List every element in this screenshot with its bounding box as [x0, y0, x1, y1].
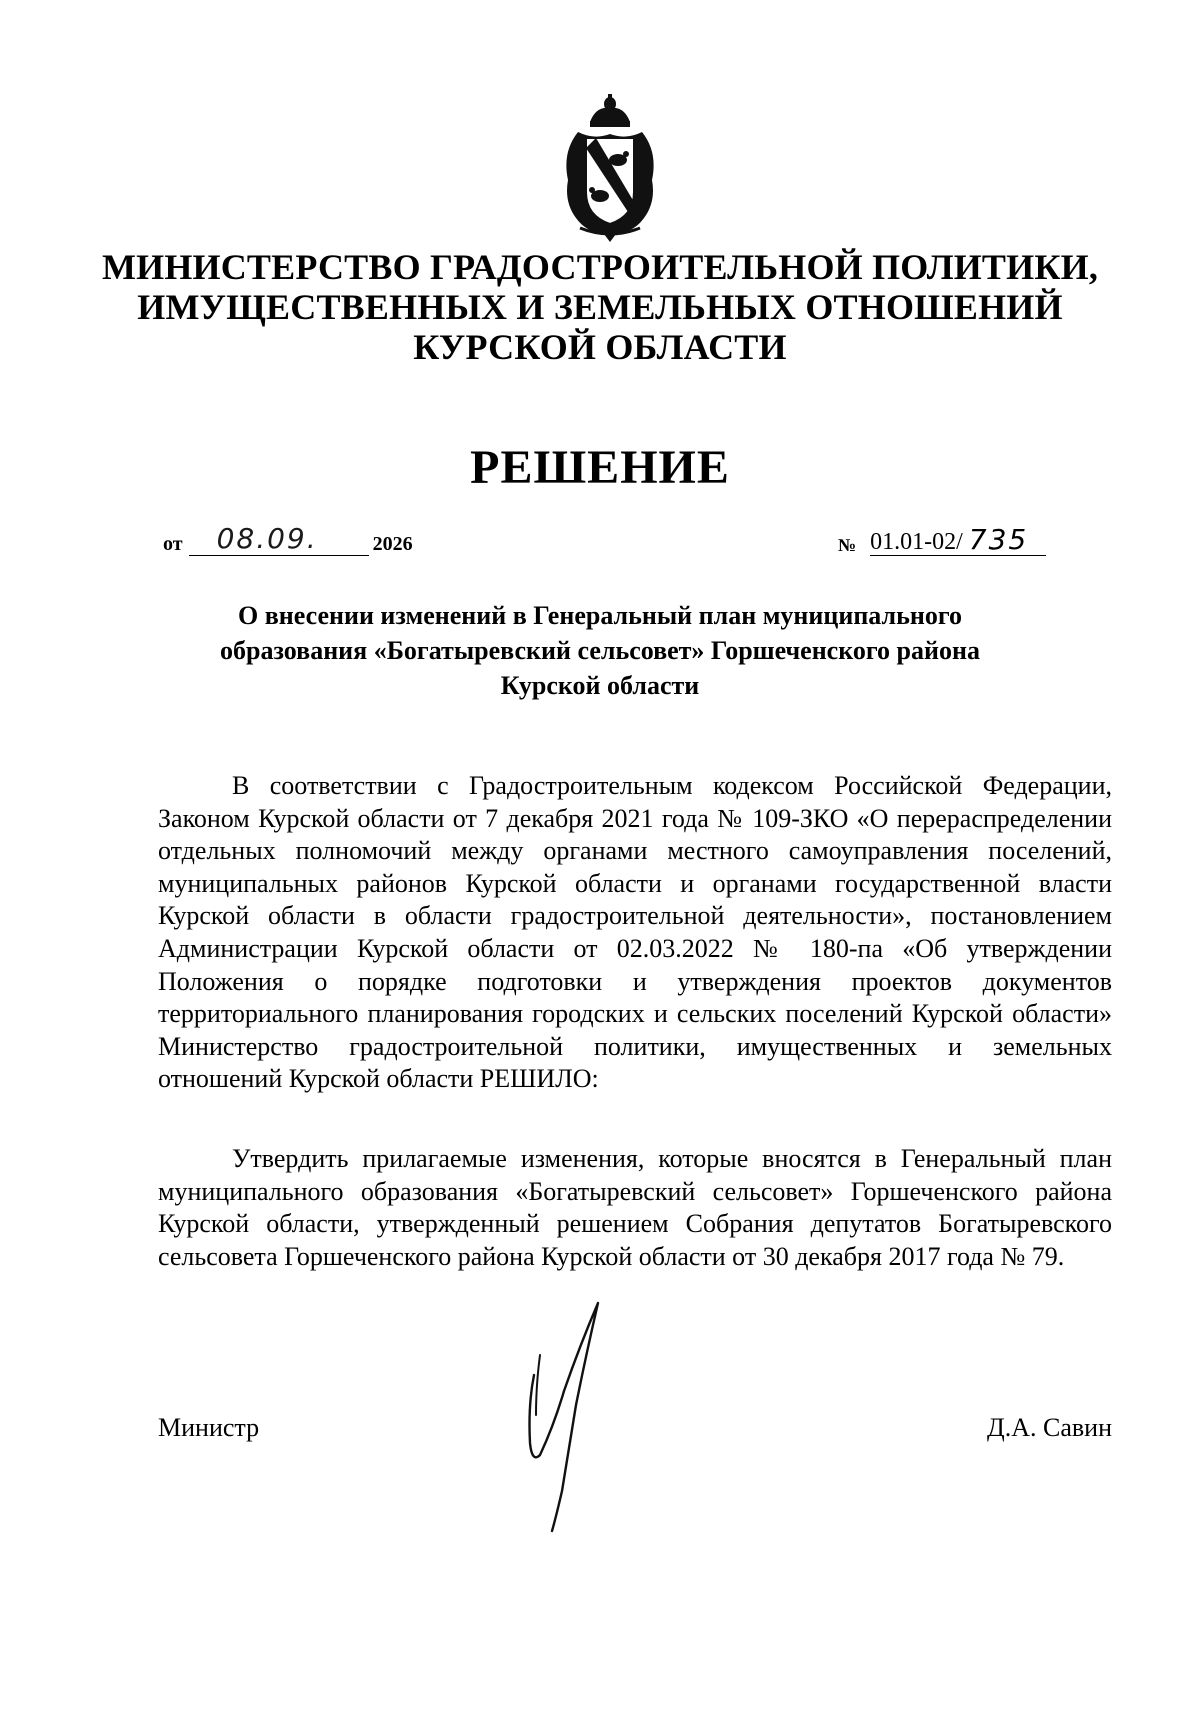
ministry-name-line-2: ИМУЩЕСТВЕННЫХ И ЗЕМЕЛЬНЫХ ОТНОШЕНИЙ [137, 287, 1063, 327]
number-field [870, 525, 1046, 556]
date-field [189, 522, 369, 556]
document-date [163, 520, 413, 556]
document-type-title: РЕШЕНИЕ [470, 441, 730, 494]
date-year: 2026 [372, 533, 413, 555]
handwritten-signature [520, 1295, 630, 1535]
subject-line-3: Курской области [500, 671, 700, 700]
document-number [838, 520, 1046, 556]
number-handwritten: 735 [968, 523, 1029, 556]
date-prefix: от [163, 533, 183, 555]
subject-line-1: О внесении изменений в Генеральный план муниципального [237, 601, 963, 630]
kursk-coat-of-arms-icon [556, 92, 664, 242]
number-sign: № [838, 535, 857, 555]
number-printed: 01.01-02/ [870, 529, 963, 555]
subject-line-2: образования «Богатыревский сельсовет» Горшеченского района [220, 636, 980, 665]
document-subject [120, 598, 1080, 703]
body-paragraph-1: В соответствии с Градостроительным кодексом Российской Федерации, Законом Курской области от 7 декабря 2021 года № 109-ЗКО «О перераспределении отдельных полномочий между органами местного самоуправления поселений, муниципальных районов Курской области и органами государственной власти Курской области в области градостроительной деятельности», постановлением Администрации Курской области от 02.03.2022 № 180-па «Об утверждении Положения о порядке подготовки и утверждения проектов документов территориального планирования городских и сельских поселений Курской области» Министерство градостроительной политики, имущественных и земельных отношений Курской области РЕШИЛО: [158, 771, 1112, 1094]
signatory-role: Министр [158, 1413, 260, 1442]
ministry-name-line-3: КУРСКОЙ ОБЛАСТИ [413, 327, 787, 367]
ministry-name-line-1: МИНИСТЕРСТВО ГРАДОСТРОИТЕЛЬНОЙ ПОЛИТИКИ, [101, 247, 1099, 287]
date-handwritten: 08.09. [216, 522, 318, 555]
body-paragraph-2: Утвердить прилагаемые изменения, которые вносятся в Генеральный план муниципального образования «Богатыревский сельсовет» Горшеченского района Курской области, утвержденный решением Собрания депутатов Богатыревского сельсовета Горшеченского района Курской области от 30 декабря 2017 года № 79. [158, 1144, 1112, 1271]
signatory-name: Д.А. Савин [987, 1413, 1112, 1442]
